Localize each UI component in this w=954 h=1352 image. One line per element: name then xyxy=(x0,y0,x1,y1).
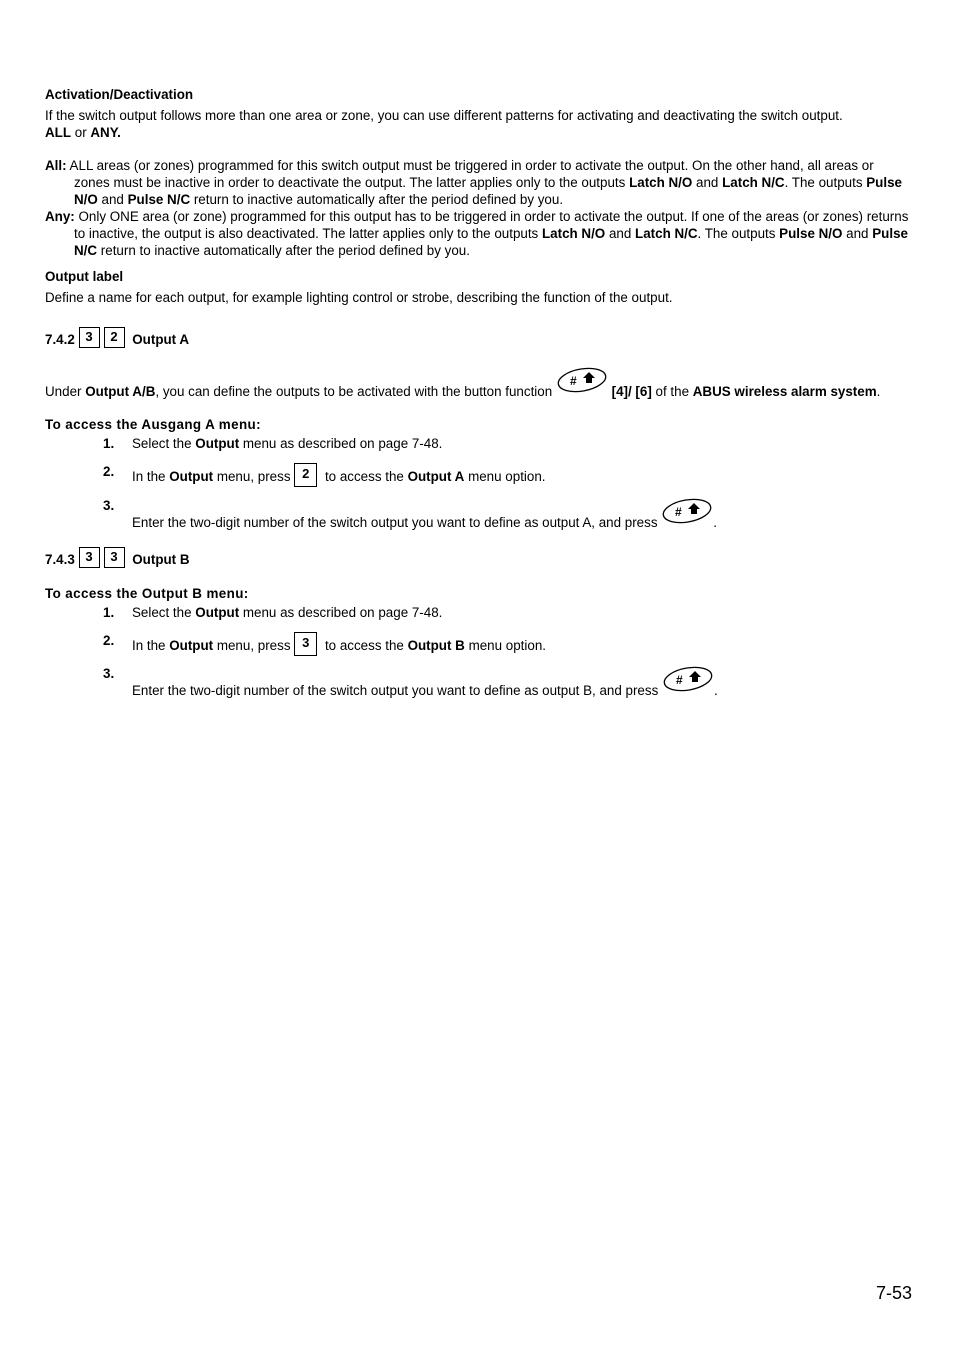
any-definition: Any: Only ONE area (or zone) programmed for this output has to be triggered in order to activate the output. If one of the areas (or zones) returns to inactive, the output is also deactivated. The latter applies only to the outputs Latch N/O and Latch N/C. The outputs Pulse N/O and Pulse N/C return to inactive automatically after the period defined by you. xyxy=(45,209,909,258)
page-number: 7-53 xyxy=(875,1283,912,1303)
list-item: 3. Enter the two-digit number of the switch output you want to define as output B, and press . xyxy=(103,665,911,699)
access-output-b-heading: To access the Output B menu: xyxy=(45,586,249,601)
list-item: 2. In the Output menu, press 3 to access the Output B menu option. xyxy=(103,632,911,656)
activation-intro: If the switch output follows more than one area or zone, you can use different patterns for activating and deactivating the switch output. ALL or ANY. xyxy=(45,108,843,140)
list-item: 2. In the Output menu, press 2 to access the Output A menu option. xyxy=(103,463,911,487)
activation-heading: Activation/Deactivation xyxy=(45,87,194,102)
list-item: 3. Enter the two-digit number of the switch output you want to define as output A, and press . xyxy=(103,497,911,531)
key-3: 3 xyxy=(294,632,317,656)
output-ab-description: Under Output A/B, you can define the outputs to be activated with the button function [4]/ [6] of the ABUS wireless alarm system. xyxy=(45,366,911,400)
section-heading-output-b: 7.4.3 3 3 Output B xyxy=(45,549,190,567)
key-3: 3 xyxy=(104,547,125,568)
access-output-a-heading: To access the Ausgang A menu: xyxy=(45,417,261,432)
hash-up-key-icon xyxy=(556,366,608,394)
key-2: 2 xyxy=(104,327,125,348)
hash-up-key-icon xyxy=(661,497,713,525)
output-label-heading: Output label xyxy=(45,269,124,284)
hash-up-key-icon xyxy=(662,665,714,693)
key-3: 3 xyxy=(79,327,100,348)
output-a-steps xyxy=(45,435,911,531)
key-2: 2 xyxy=(294,463,317,487)
section-heading-output-a: 7.4.2 3 2 Output A xyxy=(45,329,190,347)
output-b-steps xyxy=(45,604,911,699)
list-item: 1. Select the Output menu as described on page 7-48. xyxy=(103,436,443,451)
document-page xyxy=(45,86,911,699)
output-label-text: Define a name for each output, for example lighting control or strobe, describing the function of the output. xyxy=(45,290,673,305)
key-3: 3 xyxy=(79,547,100,568)
list-item: 1. Select the Output menu as described on page 7-48. xyxy=(103,605,443,620)
all-definition: All: ALL areas (or zones) programmed for this switch output must be triggered in order to activate the output. On the other hand, all areas or zones must be inactive in order to deactivate the output. The latter applies only to the outputs Latch N/O and Latch N/C. The outputs Pulse N/O and Pulse N/C return to inactive automatically after the period defined by you. xyxy=(45,158,902,207)
